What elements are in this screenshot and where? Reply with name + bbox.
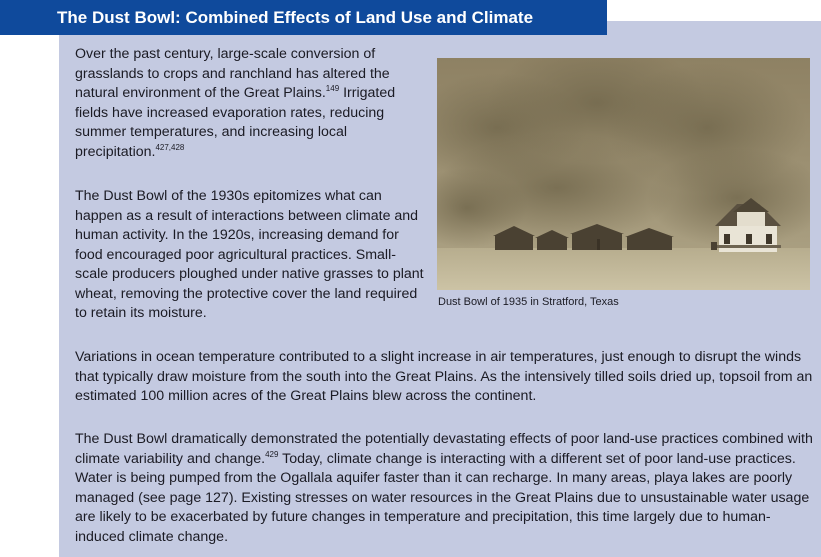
paragraph-land-use-practices (75, 430, 815, 547)
paragraph-text: The Dust Bowl of the 1930s epitomizes what can happen as a result of interactions between climate and human activity. In the 1920s, increasing demand for food encouraged poor agricultural practices. Small-scale producers ploughed under native grasses to plant wheat, removing the protective cover the land required to retain its moisture. (75, 188, 424, 321)
title-bar (0, 0, 607, 35)
paragraph-text: Irrigated fields have increased evaporation rates, reducing summer temperatures, and increasing local precipitation. (75, 85, 396, 160)
paragraph-text: The Dust Bowl dramatically demonstrated the potentially devastating effects of poor land-use practices combined with climate variability and change. (75, 431, 813, 467)
photo-caption: Dust Bowl of 1935 in Stratford, Texas (438, 296, 619, 308)
paragraph-text: Today, climate change is interacting with a different set of poor land-use practices. Water is being pumped from the Ogallala aquifer faster than it can recharge. In many areas, playa lakes are poorly managed (see page 127). Existing stresses on water resources in the Great Plains due to unsustainable water usage are likely to be exacerbated by future changes in temperature and precipitation, this time largely due to human-induced climate change. (75, 450, 810, 545)
paragraph-text: Over the past century, large-scale conversion of grasslands to crops and ranchland has altered the natural environment of the Great Plains. (75, 46, 390, 101)
panel-title: The Dust Bowl: Combined Effects of Land Use and Climate (57, 7, 534, 27)
reference-superscript: 429 (265, 449, 279, 459)
paragraph-dust-bowl-1930s (75, 187, 425, 324)
reference-superscript: 149 (325, 84, 340, 93)
paragraph-land-conversion (75, 45, 425, 162)
paragraph-ocean-temperature (75, 348, 815, 407)
dust-storm-photo (437, 58, 810, 290)
paragraph-text: Variations in ocean temperature contributed to a slight increase in air temperatures, just enough to disrupt the winds that typically draw moisture from the south into the Great Plains. As the intensively tilled soils dried up, topsoil from an estimated 100 million acres of the Great Plains blew across the continent. (75, 349, 813, 404)
reference-superscript: 427,428 (155, 142, 185, 152)
